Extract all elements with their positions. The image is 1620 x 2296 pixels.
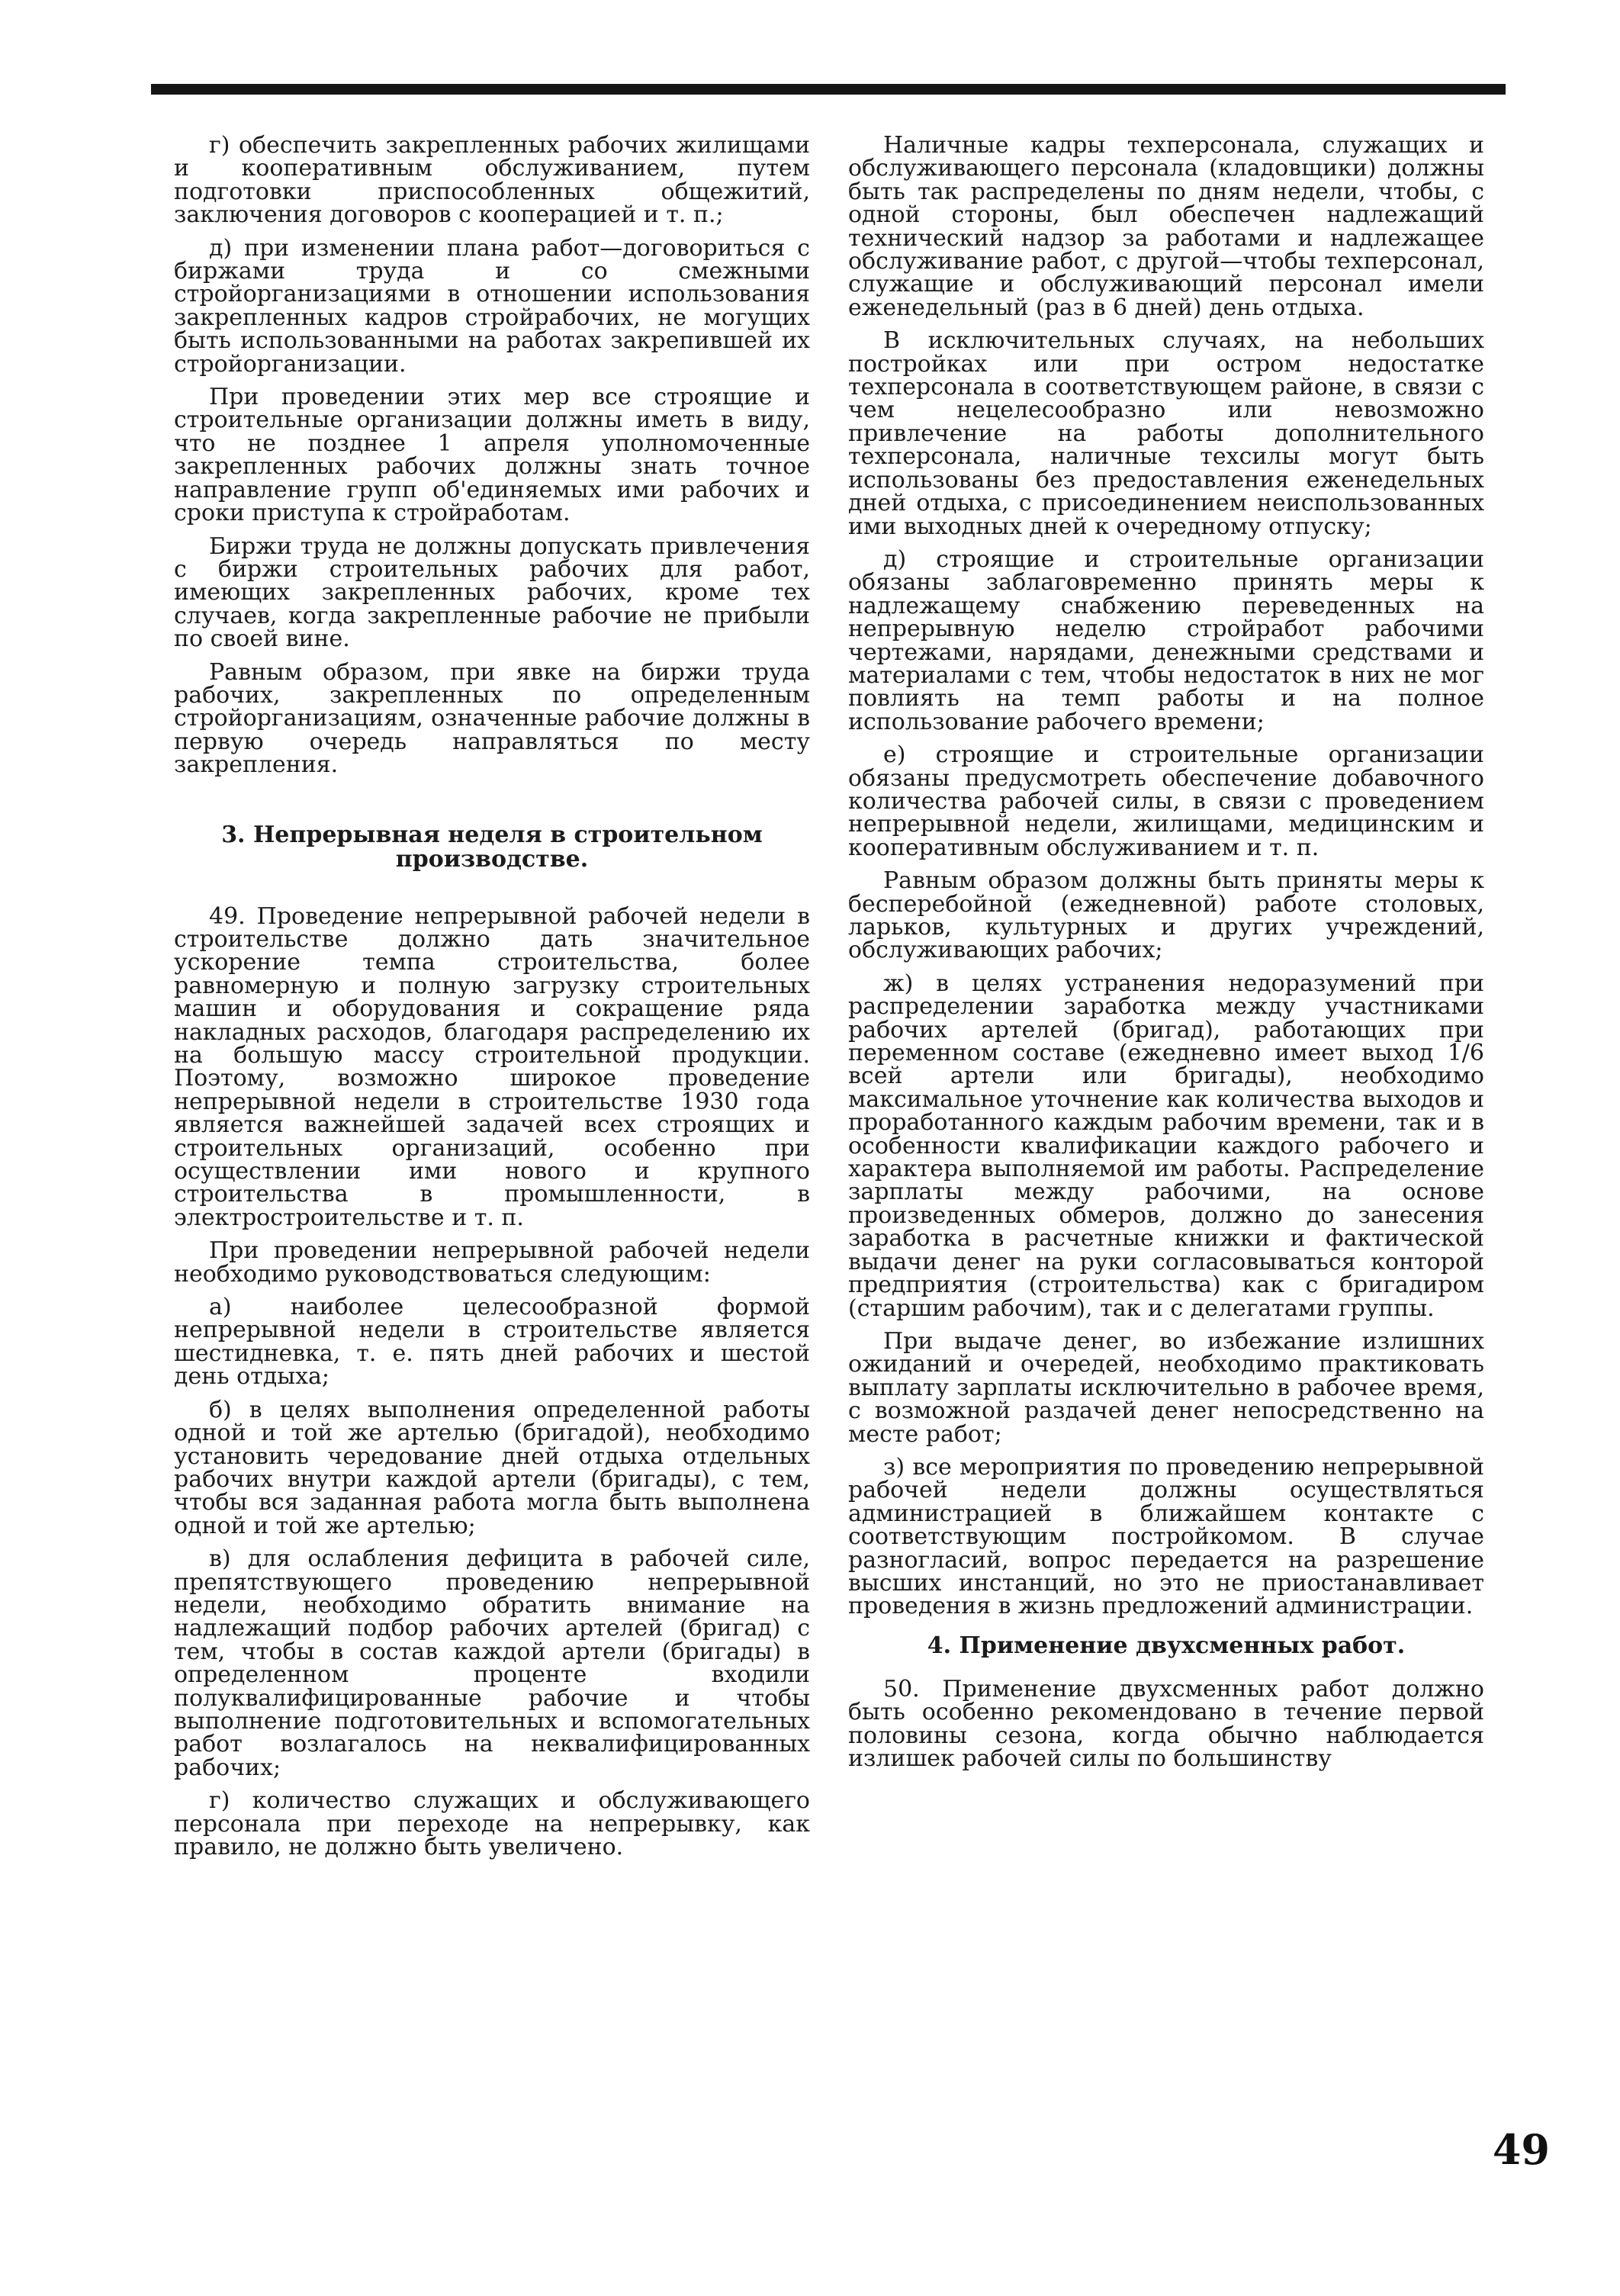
list-item: з) все мероприятия по проведению непрерывной рабочей недели должны осуществляться администрацией в ближайшем контакте с соответствующим постройкомом. В случае разногласий, вопрос передается на разрешение высших инстанций, но это не приостанавливает проведения в жизнь предложений администрации. xyxy=(848,1453,1484,1620)
paragraph: 49. Проведение непрерывной рабочей недели в строительстве должно дать значительное ускорение темпа строительства, более равномерную и полную загрузку строительных машин и оборудования и сокращение ряда накладных расходов, благодаря распределению их на большую массу строительной продукции. Поэтому, возможно широкое проведение непрерывной недели в строительстве 1930 года является важнейшей задачей всех строящих и строительных организаций, особенно при осуществлении ими нового и крупного строительства в промышленности, в электростроительстве и т. п. xyxy=(174,902,810,1231)
top-rule xyxy=(151,84,1506,95)
paragraph: Биржи труда не должны допускать привлечения с биржи строительных рабочих для работ, имеющих закрепленных рабочих, кроме тех случаев, когда закрепленные рабочие не прибыли по своей вине. xyxy=(174,532,810,653)
list-item: г) количество служащих и обслуживающего персонала при переходе на непрерывку, как правило, не должно быть увеличено. xyxy=(174,1787,810,1860)
paragraph: При проведении этих мер все строящие и строительные организации должны иметь в виду, что не позднее 1 апреля уполномоченные закрепленных рабочих должны знать точное направление групп об'единяемых ими рабочих и сроки приступа к стройработам. xyxy=(174,384,810,527)
list-item: д) строящие и строительные организации обязаны заблаговременно принять меры к надлежащему снабжению переведенных на непрерывную неделю стройработ рабочими чертежами, нарядами, денежными средствами и материалами с тем, чтобы недостаток в них не мог повлиять на темп работы и на полное использование рабочего времени; xyxy=(848,545,1484,735)
left-column xyxy=(174,134,810,1869)
section-heading: 4. Применение двухсменных работ. xyxy=(927,1632,1406,1659)
paragraph: г) обеспечить закрепленных рабочих жилищами и кооперативным обслуживанием, путем подготовки приспособленных общежитий, заключения договоров с кооперацией и т. п.; xyxy=(174,132,810,229)
paragraph: При проведении непрерывной рабочей недели необходимо руководствоваться следующим: xyxy=(174,1237,810,1288)
list-item: б) в целях выполнения определенной работы одной и той же артелью (бригадой), необходимо установить чередование дней отдыха отдельных рабочих внутри каждой артели (бригады), с тем, чтобы вся заданная работа могла быть выполнена одной и той же артелью; xyxy=(174,1396,810,1539)
list-item: е) строящие и строительные организации обязаны предусмотреть обеспечение добавочного количества рабочей силы, в связи с проведением непрерывной недели, жилищами, медицинским и кооперативным обслуживанием и т. п. xyxy=(848,741,1484,861)
list-item: а) наиболее целесообразной формой непрерывной недели в строительстве является шестидневка, т. е. пять дней рабочих и шестой день отдыха; xyxy=(174,1294,810,1391)
section-heading: 3. Непрерывная неделя в строительном производстве. xyxy=(221,821,763,873)
list-item: в) для ослабления дефицита в рабочей силе, препятствующего проведению непрерывной недели, необходимо обратить внимание на надлежащий подбор рабочих артелей (бригад) с тем, чтобы в состав каждой артели (бригады) в определенном проценте входили полуквалифицированные рабочие и чтобы выполнение подготовительных и вспомогательных работ возлагалось на неквалифицированных рабочих; xyxy=(174,1545,810,1781)
paragraph: Равным образом, при явке на биржи труда рабочих, закрепленных по определенным стройорганизациям, означенные рабочие должны в первую очередь направляться по месту закрепления. xyxy=(174,658,810,779)
list-item: ж) в целях устранения недоразумений при распределении заработка между участниками рабочих артелей (бригад), работающих при переменном составе (ежедневно имеет выход 1/6 всей артели или бригады), необходимо максимальное уточнение как количества выходов и проработанного каждым рабочим времени, так и в особенности квалификации каждого рабочего и характера выполняемой им работы. Распределение зарплаты между рабочими, на основе произведенных обмеров, должно до занесения заработка в расчетные книжки и фактической выдачи денег на руки согласовываться конторой предприятия (строительства) как с бригадиром (старшим рабочим), так и с делегатами группы. xyxy=(848,970,1484,1322)
paragraph: При выдаче денег, во избежание излишних ожиданий и очередей, необходимо практиковать выплату зарплаты исключительно в рабочее время, с возможной раздачей денег непосредственно на месте работ; xyxy=(848,1327,1484,1448)
paragraph: В исключительных случаях, на небольших постройках или при остром недостатке техперсонала в соответствующем районе, в связи с чем нецелесообразно или невозможно привлечение на работы дополнительного техперсонала, наличные техсилы могут быть использованы без предоставления еженедельных дней отдыха, с присоединением неиспользованных ими выходных дней к очередному отпуску; xyxy=(848,327,1484,540)
paragraph: Равным образом должны быть приняты меры к бесперебойной (ежедневной) работе столовых, ларьков, культурных и других учреждений, обслуживающих рабочих; xyxy=(848,867,1484,964)
paragraph: 50. Применение двухсменных работ должно быть особенно рекомендовано в течение первой половины сезона, когда обычно наблюдается излишек рабочей силы по большинству xyxy=(848,1675,1484,1772)
paragraph: д) при изменении плана работ—договориться с биржами труда и со смежными стройорганизациями в отношении использования закрепленных кадров стройрабочих, не могущих быть использованными на работах закрепившей их стройорганизации. xyxy=(174,234,810,378)
page-number: 49 xyxy=(1492,2125,1550,2174)
paragraph: Наличные кадры техперсонала, служащих и обслуживающего персонала (кладовщики) должны быть так распределены по дням недели, чтобы, с одной стороны, был обеспечен надлежащий технический надзор за работами и надлежащее обслуживание работ, с другой—чтобы техперсонал, служащие и обслуживающий персонал имели еженедельный (раз в 6 дней) день отдыха. xyxy=(848,132,1484,321)
right-column xyxy=(848,134,1484,1780)
